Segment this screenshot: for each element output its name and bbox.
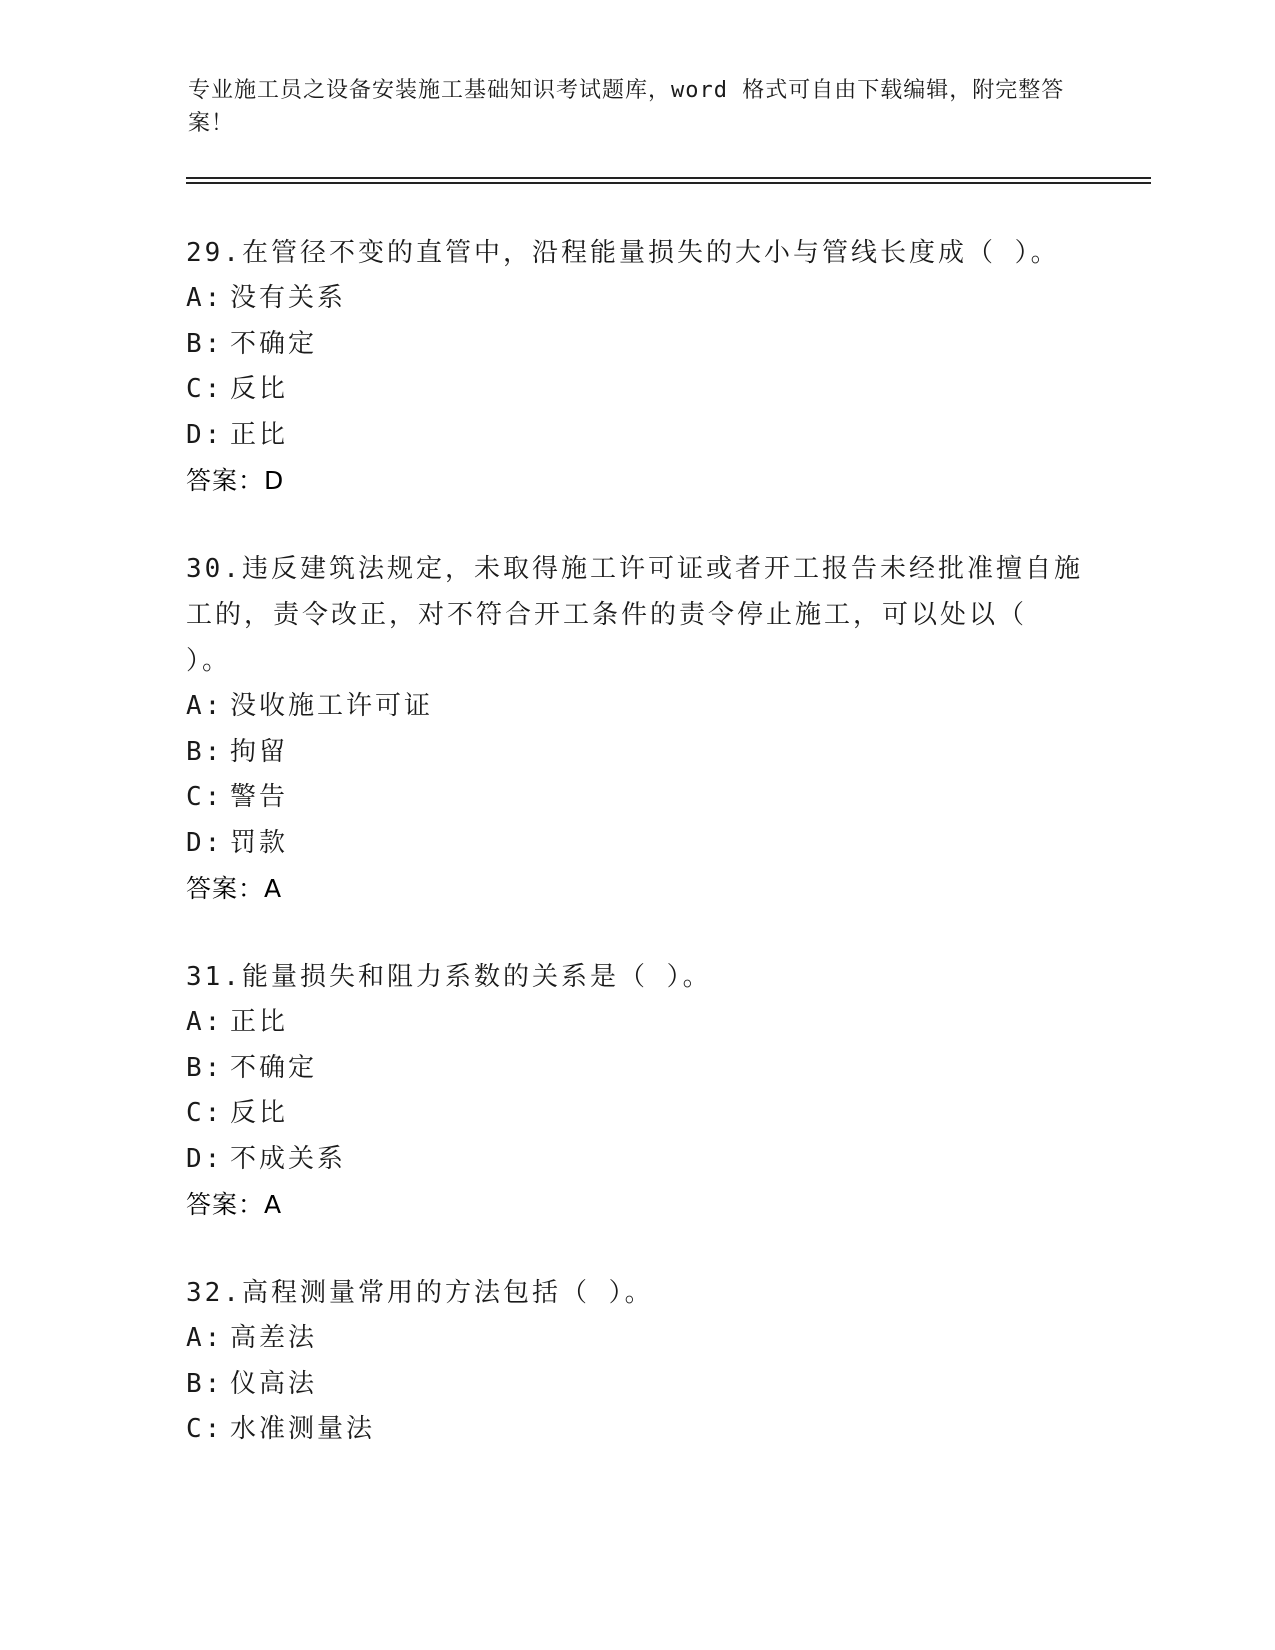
option-a [186, 276, 1086, 322]
question-29 [186, 230, 1086, 504]
option-letter: B: [186, 736, 224, 767]
answer-line: 答案：A [186, 874, 283, 903]
option-letter: A: [186, 691, 224, 721]
option-letter: D: [186, 419, 224, 450]
answer-line: 答案：D [186, 466, 285, 495]
option-a [186, 1316, 1086, 1362]
option-letter: C: [186, 782, 224, 812]
option-d [186, 413, 1086, 459]
option-letter: C: [186, 1098, 224, 1128]
option-text: 没有关系 [230, 283, 347, 313]
option-b [186, 322, 1086, 368]
option-b [186, 1362, 1086, 1408]
option-letter: C: [186, 1414, 224, 1444]
option-c [186, 1407, 1086, 1453]
option-letter: B: [186, 1052, 224, 1083]
header-rule-top [186, 177, 1151, 179]
option-text: 不确定 [230, 1052, 318, 1083]
option-letter: A: [186, 1007, 224, 1037]
question-stem: 32.高程测量常用的方法包括（ ）。 [186, 1278, 654, 1308]
option-text: 拘留 [230, 736, 289, 767]
option-d [186, 1137, 1086, 1183]
question-30 [186, 546, 1086, 912]
option-d [186, 821, 1086, 867]
question-stem: 31.能量损失和阻力系数的关系是（ ）。 [186, 962, 712, 992]
option-text: 仪高法 [230, 1368, 318, 1399]
option-text: 罚款 [230, 827, 289, 858]
option-text: 高差法 [230, 1323, 318, 1353]
option-a [186, 1000, 1086, 1046]
option-text: 不确定 [230, 328, 318, 359]
option-text: 不成关系 [230, 1143, 347, 1174]
document-header: 专业施工员之设备安装施工基础知识考试题库，word 格式可自由下载编辑，附完整答案！ [188, 78, 1065, 136]
option-text: 反比 [230, 1098, 289, 1128]
option-b [186, 1046, 1086, 1092]
option-letter: A: [186, 283, 224, 313]
question-list [186, 230, 1086, 1495]
option-a [186, 684, 1086, 730]
option-text: 水准测量法 [230, 1414, 376, 1444]
option-letter: C: [186, 374, 224, 404]
question-stem: 29.在管径不变的直管中，沿程能量损失的大小与管线长度成（ ）。 [186, 238, 1060, 268]
option-c [186, 367, 1086, 413]
question-stem: 30.违反建筑法规定，未取得施工许可证或者开工报告未经批准擅自施工的，责令改正，对不符合开工条件的责令停止施工，可以处以（ ）。 [186, 554, 1083, 676]
header-rule-bottom [186, 182, 1151, 184]
answer-line: 答案：A [186, 1190, 283, 1219]
option-text: 没收施工许可证 [230, 691, 434, 721]
option-letter: A: [186, 1323, 224, 1353]
option-text: 反比 [230, 374, 289, 404]
option-text: 正比 [230, 419, 289, 450]
option-letter: B: [186, 328, 224, 359]
option-b [186, 730, 1086, 776]
question-31 [186, 954, 1086, 1228]
question-32 [186, 1270, 1086, 1453]
option-text: 警告 [230, 782, 289, 812]
option-c [186, 775, 1086, 821]
option-c [186, 1091, 1086, 1137]
option-letter: B: [186, 1368, 224, 1399]
option-letter: D: [186, 827, 224, 858]
option-letter: D: [186, 1143, 224, 1174]
option-text: 正比 [230, 1007, 289, 1037]
